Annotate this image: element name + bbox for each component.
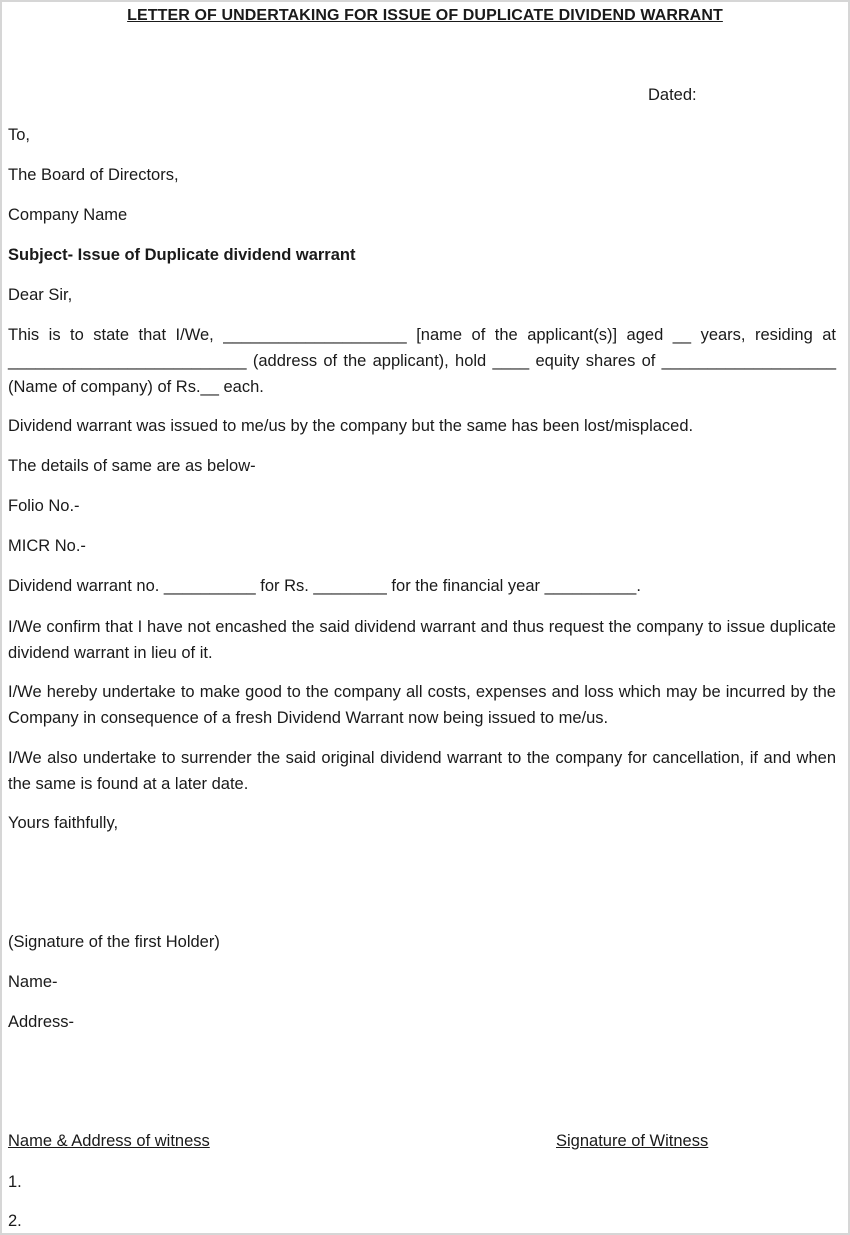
witness-name-address-heading: Name & Address of witness [8, 1132, 210, 1150]
undertake-paragraph: I/We hereby undertake to make good to the company all costs, expenses and loss which may be incurred by the Company in consequence of a fresh Dividend Warrant now being issued to me/us. [8, 683, 836, 727]
witness-signature-heading: Signature of Witness [556, 1132, 709, 1150]
warrant-line: Dividend warrant no. __________ for Rs. ________ for the financial year __________. [8, 577, 641, 595]
company-name: Company Name [8, 206, 128, 224]
statement-paragraph: This is to state that I/We, ____________________ [name of the applicant(s)] aged __ years, residing at __________________________ (address of the applicant), hold ____ equity shares of ___________________ (Name of company) of Rs.__ each. [8, 326, 836, 396]
dated-label: Dated: [648, 86, 697, 104]
surrender-paragraph: I/We also undertake to surrender the said original dividend warrant to the company for cancellation, if and when the same is found at a later date. [8, 749, 836, 793]
subject-line: Subject- Issue of Duplicate dividend warrant [8, 246, 356, 264]
closing: Yours faithfully, [8, 814, 119, 832]
greeting: Dear Sir, [8, 286, 73, 304]
address-label: Address- [8, 1013, 75, 1031]
salutation-to: To, [8, 126, 31, 144]
folio-label: Folio No.- [8, 497, 80, 515]
micr-label: MICR No.- [8, 537, 86, 555]
document-title: LETTER OF UNDERTAKING FOR ISSUE OF DUPLICATE DIVIDEND WARRANT [127, 7, 723, 24]
name-label: Name- [8, 973, 58, 991]
lost-paragraph: Dividend warrant was issued to me/us by the company but the same has been lost/misplaced. [8, 417, 694, 435]
confirm-paragraph: I/We confirm that I have not encashed the said dividend warrant and thus request the company to issue duplicate dividend warrant in lieu of it. [8, 618, 836, 662]
recipient: The Board of Directors, [8, 166, 179, 184]
witness-2: 2. [8, 1212, 22, 1230]
witness-1: 1. [8, 1173, 22, 1191]
signature-first-holder: (Signature of the first Holder) [8, 933, 220, 951]
details-intro: The details of same are as below- [8, 457, 256, 475]
